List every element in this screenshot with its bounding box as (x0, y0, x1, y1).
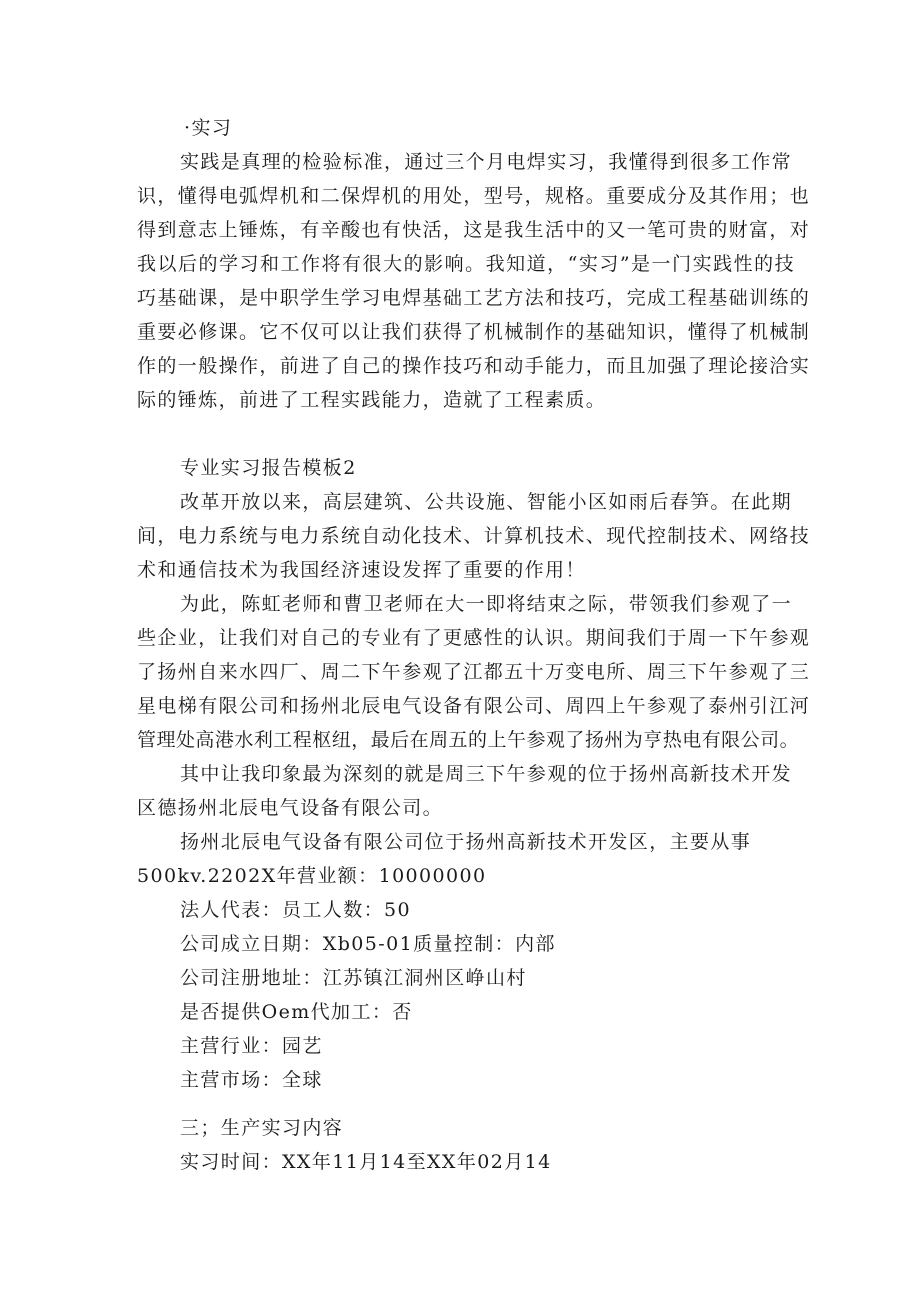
fact-registered-address: 公司注册地址：江苏镇江洞州区峥山村 (180, 967, 527, 989)
section-heading-production: 三；生产实习内容 (180, 1117, 344, 1139)
paragraph-line: 区德扬州北辰电气设备有限公司。 (137, 797, 444, 819)
paragraph-line: 管理处高港水利工程枢纽，最后在周五的上午参观了扬州为亨热电有限公司。 (137, 729, 799, 751)
paragraph-line: 为此，陈虹老师和曹卫老师在大一即将结束之际，带领我们参观了一 (180, 593, 793, 615)
paragraph-line: 重要必修课。它不仅可以让我们获得了机械制作的基础知识，懂得了机械制 (137, 321, 811, 343)
internship-time: 实习时间：XX年11月14至XX年02月14 (180, 1151, 552, 1173)
paragraph-line: 实践是真理的检验标准，通过三个月电焊实习，我懂得到很多工作常 (180, 151, 793, 173)
paragraph-line: 作的一般操作，前进了自己的操作技巧和动手能力，而且加强了理论接洽实 (137, 355, 811, 377)
paragraph-line: 术和通信技术为我国经济速设发挥了重要的作用！ (137, 559, 586, 581)
paragraph-line: 星电梯有限公司和扬州北辰电气设备有限公司、周四上午参观了泰州引江河 (137, 695, 811, 717)
fact-main-market: 主营市场：全球 (180, 1069, 323, 1091)
fact-founding-date: 公司成立日期：Xb05-01质量控制：内部 (180, 933, 556, 955)
paragraph-line: 500kv.2202X年营业额：10000000 (137, 865, 487, 887)
paragraph-line: 我以后的学习和工作将有很大的影响。我知道，“实习”是一门实践性的技 (137, 253, 795, 275)
fact-oem: 是否提供Oem代加工：否 (180, 1001, 413, 1023)
fact-legal-representative: 法人代表：员工人数：50 (180, 899, 411, 921)
fact-main-industry: 主营行业：园艺 (180, 1035, 323, 1057)
section-heading-template: 专业实习报告模板2 (180, 457, 357, 479)
paragraph-line: 间，电力系统与电力系统自动化技术、计算机技术、现代控制技术、网络技 (137, 525, 811, 547)
section-heading-internship: ·实习 (184, 117, 233, 139)
paragraph-line: 巧基础课，是中职学生学习电焊基础工艺方法和技巧，完成工程基础训练的 (137, 287, 811, 309)
paragraph-line: 识，懂得电弧焊机和二保焊机的用处，型号，规格。重要成分及其作用；也 (137, 185, 811, 207)
paragraph-line: 际的锤炼，前进了工程实践能力，造就了工程素质。 (137, 389, 607, 411)
paragraph-line: 扬州北辰电气设备有限公司位于扬州高新技术开发区，主要从事 (180, 831, 752, 853)
paragraph-line: 些企业，让我们对自己的专业有了更感性的认识。期间我们于周一下午参观 (137, 627, 811, 649)
paragraph-line: 改革开放以来，高层建筑、公共设施、智能小区如雨后春笋。在此期 (180, 491, 793, 513)
paragraph-line: 得到意志上锤炼，有辛酸也有快活，这是我生活中的又一笔可贵的财富，对 (137, 219, 811, 241)
paragraph-line: 了扬州自来水四厂、周二下午参观了江都五十万变电所、周三下午参观了三 (137, 661, 811, 683)
paragraph-line: 其中让我印象最为深刻的就是周三下午参观的位于扬州高新技术开发 (180, 763, 793, 785)
